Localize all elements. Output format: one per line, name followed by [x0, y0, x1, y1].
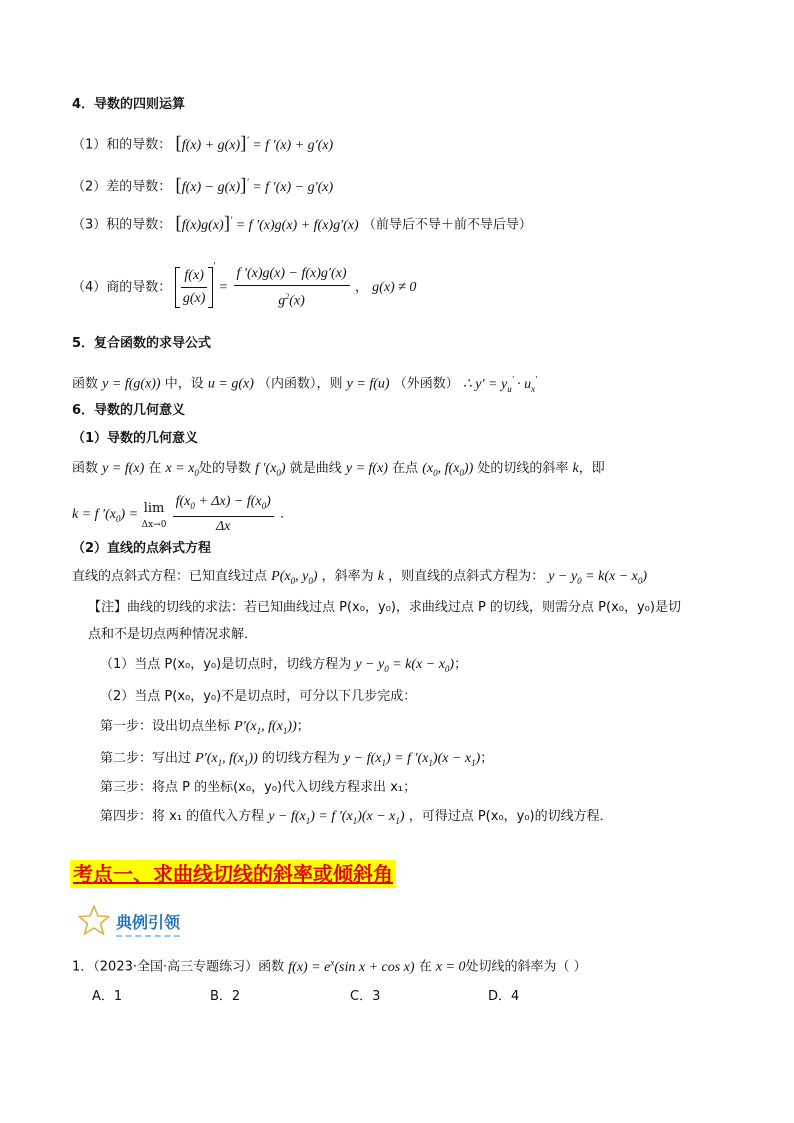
ps-text-2: ，斜率为	[321, 569, 374, 584]
sum-rule-formula: [f(x) + g(x)]′ = f ′(x) + g′(x)	[175, 132, 334, 154]
option-b[interactable]: B．2	[210, 989, 241, 1004]
subsection-point-slope: （2）直线的点斜式方程	[72, 541, 212, 556]
star-icon	[78, 904, 110, 936]
chain-rule-formula: ∴ $y' = y_u' \cdot u_x'$	[462, 374, 538, 394]
q1-text-1: 1．（2023·全国·高三专题练习）函数	[72, 959, 285, 975]
step-2-text-1: 第二步：写出过	[100, 751, 192, 766]
section-heading: 考点一、求曲线切线的斜率或倾斜角	[70, 860, 396, 888]
example-label: 典例引领	[116, 910, 180, 937]
chain-rule: 函数 y = f(g(x)) 中，设 u = g(x) （内函数），则 y = f(u) （外函数） ∴ $y' = y_u' \cdot u_x'$	[72, 374, 538, 394]
product-rule-formula: [f(x)g(x)]′ = f ′(x)g(x) + f(x)g′(x)	[175, 212, 359, 234]
q1-text-2: 在	[418, 959, 432, 975]
gm-text-3: 处的导数	[198, 461, 251, 476]
option-d[interactable]: D．4	[488, 989, 520, 1004]
option-c[interactable]: C．3	[350, 989, 381, 1004]
limit-operator: lim Δx→0	[141, 501, 167, 531]
chain-rule-text-1: 函数	[72, 376, 99, 392]
subsection-geometric-meaning: （1）导数的几何意义	[72, 431, 199, 446]
step-3: 第三步：将点 P 的坐标(x₀，y₀)代入切线方程求出 x₁；	[100, 780, 417, 795]
step-4-text-1: 第四步：将 x₁ 的值代入方程	[100, 809, 265, 824]
gm-text-4: 就是曲线	[289, 461, 342, 476]
gm-text-6: 处的切线的斜率	[477, 461, 569, 476]
sum-rule	[72, 132, 333, 155]
chain-rule-text-2: 中，设	[164, 376, 204, 392]
gm-text-5: 在点	[392, 461, 419, 476]
difference-rule-label: （2）差的导数：	[72, 179, 172, 195]
quotient-rule-formula: $\frac{f(x)}{g(x)}$ ′ = $\frac{f '(x)g(x) - f(x)g'(x)}{g^2(x)}$	[175, 280, 355, 295]
step-2: 第二步：写出过 $P'(x_1$, $f(x_1)$) 的切线方程为 $y - f(x_1) = f$ $'(x_1)(x - x_1)$；	[100, 751, 494, 768]
step-1: 第一步：设出切点坐标 $P'(x_1$, $f(x_1)$)；	[100, 719, 310, 736]
difference-rule-formula: [f(x) − g(x)]′ = f ′(x) − g′(x)	[175, 174, 334, 196]
sum-rule-label: （1）和的导数：	[72, 137, 172, 153]
point-slope-text: 直线的点斜式方程：已知直线过点 $P(x_0$, $y_0$) ，斜率为 k ，则直线的点斜式方程为： $y - y_0 = k(x - x_0)$	[72, 569, 648, 586]
product-rule-note: （前导后不导＋前不导后导）	[362, 217, 532, 233]
question-1-stem: 1．（2023·全国·高三专题练习）函数 $f(x) = e^x(\sin$ x + cos x) 在 x = 0处切线的斜率为（ ）	[72, 957, 587, 975]
quotient-rule: （4）商的导数： $\frac{f(x)}{g(x)}$ ′ = $\frac{f '(x)g(x) - f(x)g'(x)}{g^2(x)}$ ， g(x) ≠ 0	[72, 261, 417, 309]
derivative-definition: k = f $'(x_0) = \lim$ Δx→0 $\frac{f(x_0 + \Delta x) - f(x_0)}{\Delta x}$ ．	[72, 494, 293, 534]
q1-text-3: 处切线的斜率为（ ）	[465, 959, 587, 975]
section-5-title: 5．复合函数的求导公式	[72, 336, 212, 351]
step-4: 第四步：将 x₁ 的值代入方程 $y - f(x_1) = f$ $'(x_1)(x - x_1)$ ，可得过点 P(x₀，y₀)的切线方程．	[100, 809, 613, 826]
section-6-title: 6．导数的几何意义	[72, 403, 186, 418]
product-rule-label: （3）积的导数：	[72, 217, 172, 233]
geometric-meaning-text: 函数 y = f(x) 在 $x = x_0$处的导数 f $'(x_0)$ 就是曲线 y = f(x) 在点 ($x_0$, $f(x_0)$) 处的切线的斜率 k，即	[72, 461, 605, 478]
gm-text-2: 在	[148, 461, 162, 476]
case-1: （1）当点 P(x₀，y₀)是切点时，切线方程为 $y - y_0 = k(x - x_0)$；	[100, 657, 468, 674]
chain-rule-text-3: （内函数），则	[258, 376, 343, 392]
case-2: （2）当点 P(x₀，y₀)不是切点时，可分以下几步完成：	[100, 689, 417, 704]
quotient-rule-condition: g(x) ≠ 0	[372, 280, 417, 295]
gm-text-7: ，即	[578, 461, 605, 476]
case-1-text: （1）当点 P(x₀，y₀)是切点时，切线方程为	[100, 657, 352, 672]
difference-rule	[72, 174, 333, 197]
quotient-rule-label: （4）商的导数：	[72, 280, 172, 295]
step-4-text-2: ，可得过点 P(x₀，y₀)的切线方程．	[408, 809, 613, 824]
section-4-title: 4．导数的四则运算	[72, 97, 186, 112]
note-line-1: 【注】曲线的切线的求法：若已知曲线过点 P(x₀，y₀)，求曲线过点 P 的切线，则需分点 P(x₀，y₀)是切	[88, 600, 681, 615]
option-a[interactable]: A．1	[92, 989, 123, 1004]
note-line-2: 点和不是切点两种情况求解．	[88, 627, 258, 642]
product-rule	[72, 212, 532, 235]
ps-text-3: ，则直线的点斜式方程为：	[388, 569, 545, 584]
step-2-text-2: 的切线方程为	[261, 751, 340, 766]
chain-rule-text-4: （外函数）	[393, 376, 459, 392]
ps-text-1: 直线的点斜式方程：已知直线过点	[72, 569, 268, 584]
step-1-text: 第一步：设出切点坐标	[100, 719, 231, 734]
gm-text-1: 函数	[72, 461, 99, 476]
